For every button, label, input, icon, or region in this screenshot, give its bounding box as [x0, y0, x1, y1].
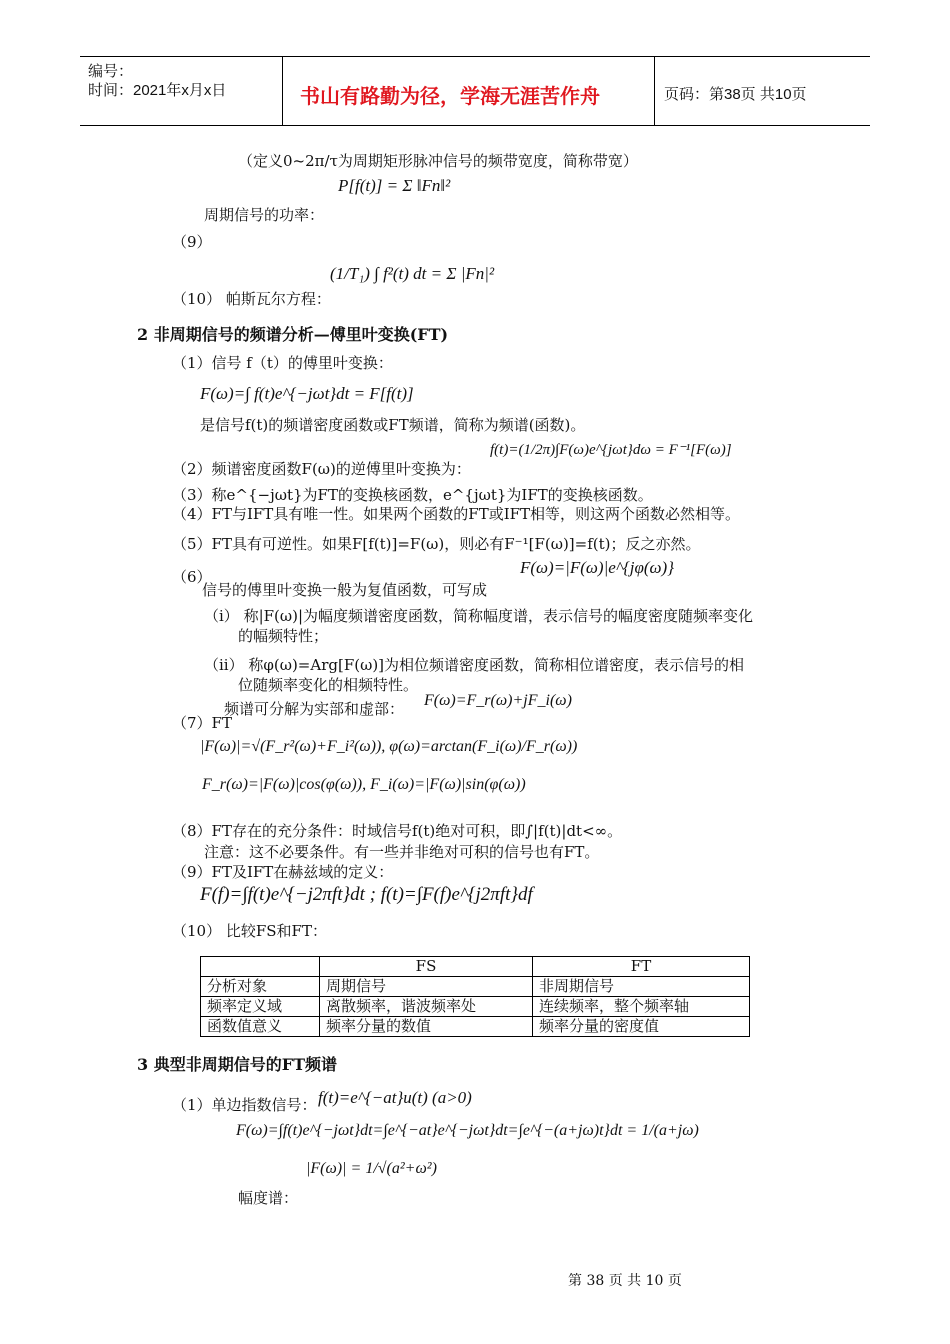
- table-header-cell: [201, 957, 320, 977]
- s3-item-1: （1）单边指数信号：: [172, 1096, 317, 1114]
- s2-item-6-i: （i） 称|F(ω)|为幅度频谱密度函数，简称幅度谱，表示信号的幅度密度随频率变化: [204, 607, 754, 625]
- s2-item-10: （10） 比较FS和FT：: [172, 922, 327, 940]
- amplitude-spectrum-label: 幅度谱：: [238, 1189, 299, 1207]
- s2-item-4: （4）FT与IFT具有唯一性。如果两个函数的FT或IFT相等，则这两个函数必然相等。: [172, 505, 741, 523]
- fs-ft-comparison-table: [200, 956, 750, 1037]
- section-3-heading: 3 典型非周期信号的FT频谱: [137, 1055, 337, 1074]
- page-code: 页码：第38页 共10页: [664, 86, 807, 103]
- power-label: 周期信号的功率：: [204, 206, 325, 224]
- s2-item-6-i-cont: 的幅频特性；: [238, 627, 329, 645]
- s2-item-8-note: 注意：这不必要条件。有一些并非绝对可积的信号也有FT。: [204, 843, 600, 861]
- table-row: [201, 977, 750, 997]
- real-imag-components-equation: F_r(ω)=|F(ω)|cos(φ(ω)), F_i(ω)=|F(ω)|sin(φ(ω)): [202, 776, 526, 793]
- table-cell: 周期信号: [320, 977, 533, 997]
- date-label: 时间：2021年x月x日: [88, 82, 227, 99]
- s2-item-6-ii: （ii） 称φ(ω)=Arg[F(ω)]为相位频谱密度函数，简称相位谱密度，表示信号的相: [204, 656, 745, 674]
- power-equation: P[f(t)] = Σ ‖Fn‖²: [338, 176, 451, 195]
- table-header-cell: FT: [533, 957, 750, 977]
- item-10-parseval: （10） 帕斯瓦尔方程：: [172, 290, 331, 308]
- s2-item-7: （7）FT: [172, 714, 232, 732]
- header-motto: 书山有路勤为径，学海无涯苦作舟: [300, 84, 600, 108]
- hertz-domain-equation: F(f)=∫f(t)e^{−j2πft}dt ; f(t)=∫F(f)e^{j2πft}df: [200, 884, 533, 905]
- serial-label: 编号：: [88, 63, 134, 80]
- parseval-equation: (1/T₁) ∫ f²(t) dt = Σ |Fn|²: [330, 264, 495, 283]
- table-header-row: [201, 957, 750, 977]
- amplitude-spectrum-equation: |F(ω)| = 1/√(a²+ω²): [306, 1160, 437, 1177]
- magnitude-phase-equation: |F(ω)|=√(F_r²(ω)+F_i²(ω)), φ(ω)=arctan(F_i(ω)/F_r(ω)): [200, 738, 578, 755]
- exp-signal-equation: f(t)=e^{−at}u(t) (a>0): [318, 1088, 472, 1107]
- bandwidth-definition: （定义0~2π/τ为周期矩形脉冲信号的频带宽度，简称带宽）: [238, 152, 638, 170]
- s2-item-1: （1）信号 f（t）的傅里叶变换：: [172, 354, 393, 372]
- table-cell: 离散频率，谐波频率处: [320, 997, 533, 1017]
- table-header-cell: FS: [320, 957, 533, 977]
- s2-item-6-ii-cont: 位随频率变化的相频特性。: [238, 676, 419, 694]
- s2-item-7-text: 频谱可分解为实部和虚部：: [224, 700, 405, 718]
- ft-equation: F(ω)=∫ f(t)e^{−jωt}dt = F[f(t)]: [200, 384, 414, 403]
- table-cell: 频率定义域: [201, 997, 320, 1017]
- s2-item-8: （8）FT存在的充分条件：时域信号f(t)绝对可积，即∫|f(t)|dt<∞。: [172, 822, 623, 840]
- table-cell: 连续频率，整个频率轴: [533, 997, 750, 1017]
- s2-item-6: （6）: [172, 568, 212, 586]
- section-2-heading: 2 非周期信号的频谱分析—傅里叶变换(FT): [137, 325, 449, 344]
- exp-ft-equation: F(ω)=∫f(t)e^{−jωt}dt=∫e^{−at}e^{−jωt}dt=∫e^{−(a+jω)t}dt = 1/(a+jω): [236, 1122, 699, 1139]
- table-cell: 频率分量的密度值: [533, 1017, 750, 1037]
- table-row: [201, 997, 750, 1017]
- complex-form-equation: F(ω)=|F(ω)|e^{jφ(ω)}: [520, 558, 675, 577]
- s2-item-1-desc: 是信号f(t)的频谱密度函数或FT频谱，简称为频谱(函数)。: [200, 416, 586, 434]
- s2-item-2: （2）频谱密度函数F(ω)的逆傅里叶变换为：: [172, 460, 471, 478]
- item-9: （9）: [172, 233, 212, 251]
- s2-item-3: （3）称e^{−jωt}为FT的变换核函数，e^{jωt}为IFT的变换核函数。: [172, 486, 653, 504]
- table-row: [201, 1017, 750, 1037]
- table-cell: 函数值意义: [201, 1017, 320, 1037]
- ift-equation: f(t)=(1/2π)∫F(ω)e^{jωt}dω = F⁻¹[F(ω)]: [490, 442, 732, 458]
- s2-item-9: （9）FT及IFT在赫兹域的定义：: [172, 863, 394, 881]
- s2-item-5: （5）FT具有可逆性。如果F[f(t)]=F(ω)，则必有F⁻¹[F(ω)]=f(t)；反之亦然。: [172, 535, 701, 553]
- table-cell: 分析对象: [201, 977, 320, 997]
- table-cell: 频率分量的数值: [320, 1017, 533, 1037]
- real-imag-equation: F(ω)=F_r(ω)+jF_i(ω): [424, 692, 572, 709]
- page-footer: 第 38 页 共 10 页: [568, 1273, 682, 1289]
- table-cell: 非周期信号: [533, 977, 750, 997]
- s2-item-6-text: 信号的傅里叶变换一般为复值函数，可写成: [202, 581, 488, 599]
